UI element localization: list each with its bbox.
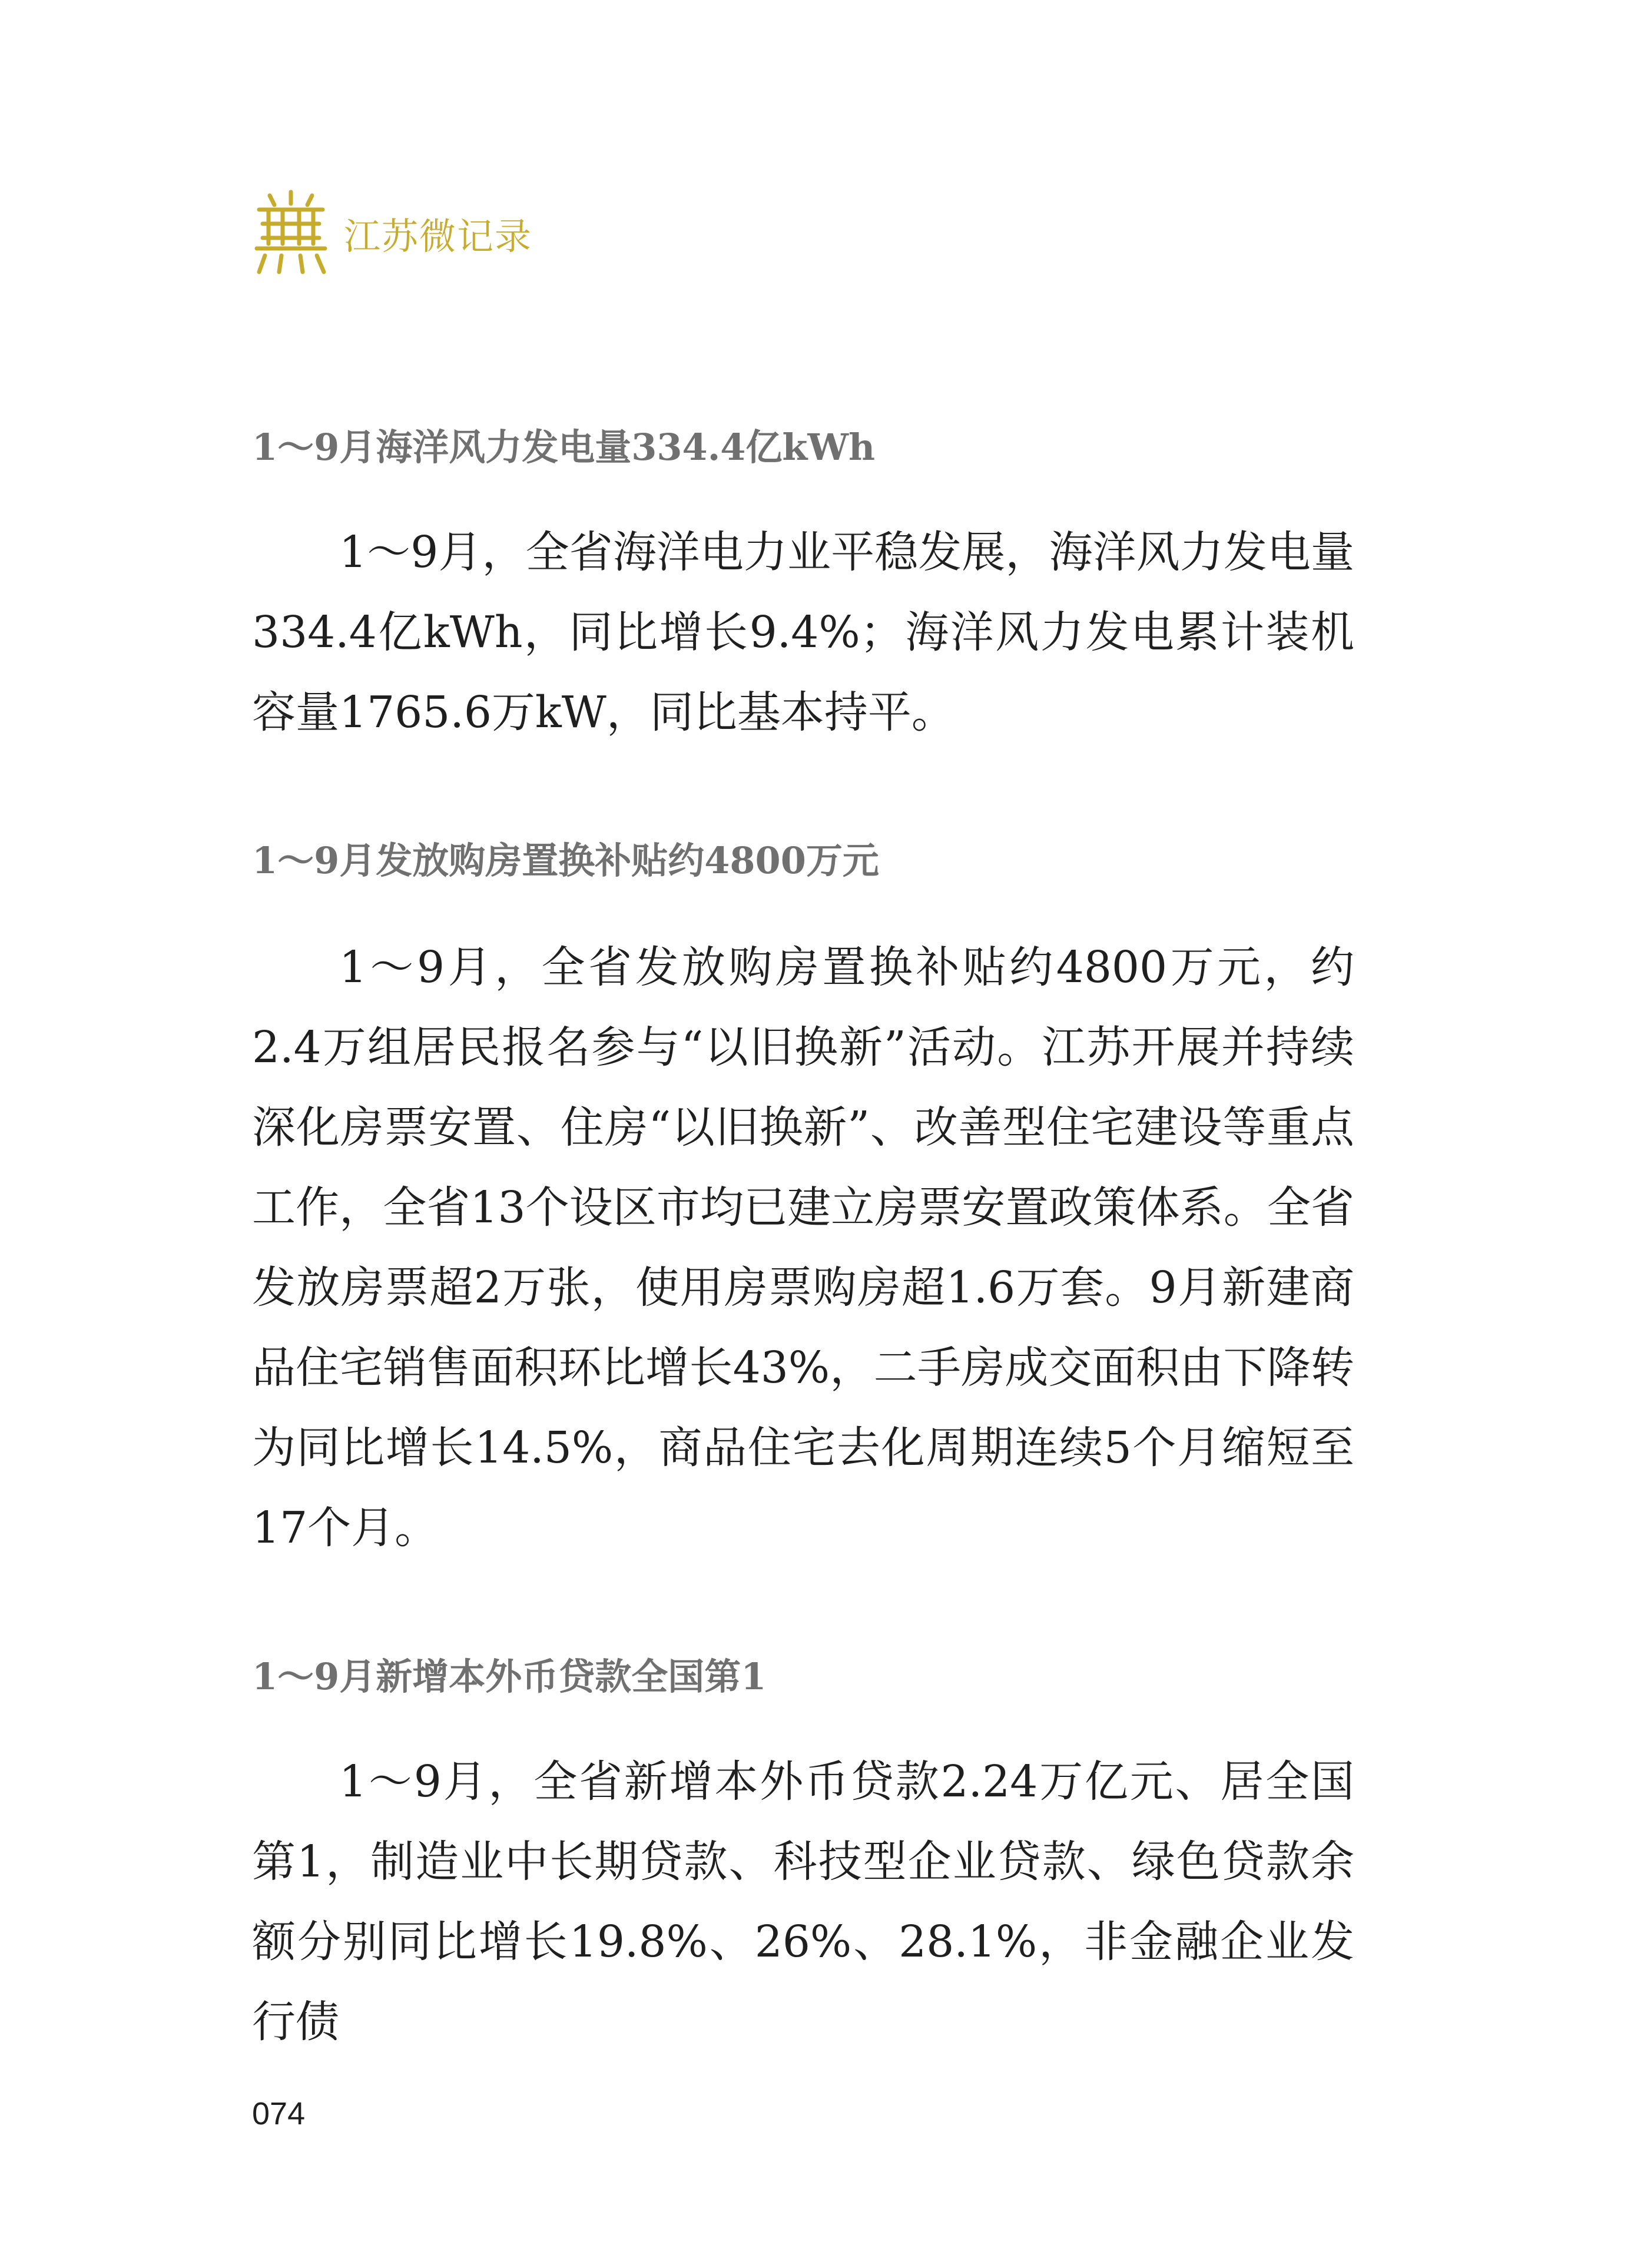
section-body-loans: 1～9月，全省新增本外币贷款2.24万亿元、居全国第1，制造业中长期贷款、科技型企业贷款、绿色贷款余额分别同比增长19.8%、26%、28.1%，非金融企业发行债: [252, 1756, 1354, 2047]
section-body-housing-subsidy: 1～9月，全省发放购房置换补贴约4800万元，约2.4万组居民报名参与“以旧换新”活动。江苏开展并持续深化房票安置、住房“以旧换新”、改善型住宅建设等重点工作，全省13个设区市均已建立房票安置政策体系。全省发放房票超2万张，使用房票购房超1.6万套。9月新建商品住宅销售面积环比增长43%，二手房成交面积由下降转为同比增长14.5%，商品住宅去化周期连续5个月缩短至17个月。: [252, 942, 1354, 1553]
section-heading-housing-subsidy: 1～9月发放购房置换补贴约4800万元: [252, 839, 879, 882]
page-number: 074: [252, 2096, 306, 2131]
header-title: 江苏微记录: [344, 215, 533, 258]
section-heading-loans: 1～9月新增本外币贷款全国第1: [252, 1655, 767, 1698]
jiangsu-logo-icon: [252, 190, 330, 277]
section-heading-wind-power: 1～9月海洋风力发电量334.4亿kWh: [252, 426, 876, 469]
section-body-wind-power: 1～9月，全省海洋电力业平稳发展，海洋风力发电量334.4亿kWh，同比增长9.4%；海洋风力发电累计装机容量1765.6万kW，同比基本持平。: [252, 527, 1354, 738]
